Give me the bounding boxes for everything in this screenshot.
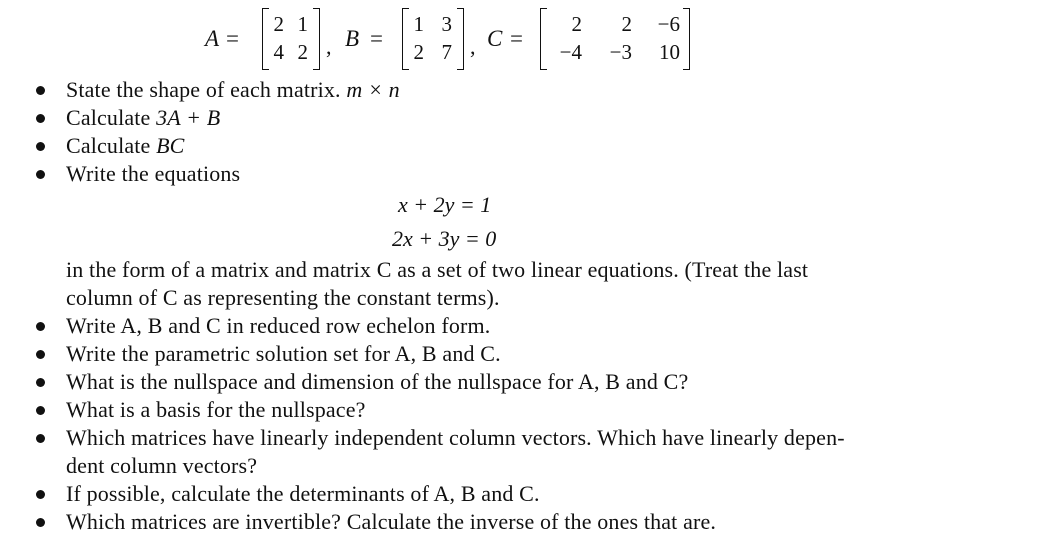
- equals-sign: =: [510, 26, 523, 51]
- matrix-cell: 10: [659, 40, 680, 64]
- bullet-icon: [36, 86, 45, 95]
- bullet-icon: [36, 518, 45, 527]
- math-expression: m × n: [346, 77, 400, 102]
- matrix-c: [540, 8, 690, 70]
- question-text: Calculate: [66, 105, 151, 130]
- matrix-cell: −3: [609, 40, 632, 64]
- list-item-continuation: column of C as representing the constant terms).: [66, 285, 500, 310]
- list-item: [66, 105, 220, 131]
- bullet-icon: [36, 378, 45, 387]
- matrix-cell: 7: [441, 40, 452, 64]
- equation-2: 2x + 3y = 0: [392, 226, 497, 251]
- list-item: Write A, B and C in reduced row echelon form.: [66, 313, 491, 338]
- matrix-cell: 1: [297, 12, 308, 36]
- list-item: What is a basis for the nullspace?: [66, 397, 366, 422]
- equals-sign: =: [370, 26, 383, 51]
- list-item: [66, 133, 185, 159]
- matrix-cell: −6: [657, 12, 680, 36]
- bullet-icon: [36, 170, 45, 179]
- bullet-icon: [36, 142, 45, 151]
- matrix-cell: 3: [441, 12, 452, 36]
- bullet-icon: [36, 434, 45, 443]
- list-item-continuation: in the form of a matrix and matrix C as a set of two linear equations. (Treat the last: [66, 257, 809, 282]
- matrix-cell: 2: [273, 12, 284, 36]
- question-text: State the shape of each matrix.: [66, 77, 341, 102]
- matrix-definitions: [0, 4, 1047, 74]
- bracket-right: [683, 8, 690, 70]
- list-item: Which matrices are invertible? Calculate the inverse of the ones that are.: [66, 509, 717, 534]
- list-item: What is the nullspace and dimension of the nullspace for A, B and C?: [66, 369, 689, 394]
- matrix-a-name: A: [205, 26, 220, 51]
- matrix-cell: 2: [621, 12, 632, 36]
- matrix-cell: −4: [559, 40, 582, 64]
- matrix-cell: 1: [413, 12, 424, 36]
- bullet-icon: [36, 114, 45, 123]
- bullet-icon: [36, 490, 45, 499]
- matrix-c-name: C: [487, 26, 503, 51]
- bracket-right: [313, 8, 320, 70]
- list-item-continuation: dent column vectors?: [66, 453, 258, 478]
- bracket-left: [540, 8, 547, 70]
- math-expression: BC: [156, 133, 185, 158]
- question-text: Calculate: [66, 133, 151, 158]
- list-item: [66, 77, 400, 103]
- bracket-left: [262, 8, 269, 70]
- math-expression: 3A + B: [156, 105, 221, 130]
- matrix-cell: 2: [413, 40, 424, 64]
- bracket-left: [402, 8, 409, 70]
- matrix-cell: 2: [571, 12, 582, 36]
- list-item: Write the equations: [66, 161, 241, 186]
- matrix-a: [262, 8, 320, 70]
- list-item: If possible, calculate the determinants of A, B and C.: [66, 481, 540, 506]
- comma: ,: [326, 34, 332, 59]
- bracket-right: [457, 8, 464, 70]
- list-item: Which matrices have linearly independent column vectors. Which have linearly depen-: [66, 425, 845, 450]
- bullet-icon: [36, 322, 45, 331]
- matrix-cell: 2: [297, 40, 308, 64]
- matrix-cell: 4: [273, 40, 284, 64]
- bullet-icon: [36, 350, 45, 359]
- list-item: Write the parametric solution set for A, B and C.: [66, 341, 501, 366]
- comma: ,: [470, 34, 476, 59]
- matrix-b: [402, 8, 464, 70]
- matrix-b-name: B: [345, 26, 360, 51]
- equation-1: x + 2y = 1: [398, 192, 492, 217]
- bullet-icon: [36, 406, 45, 415]
- equals-sign: =: [226, 26, 239, 51]
